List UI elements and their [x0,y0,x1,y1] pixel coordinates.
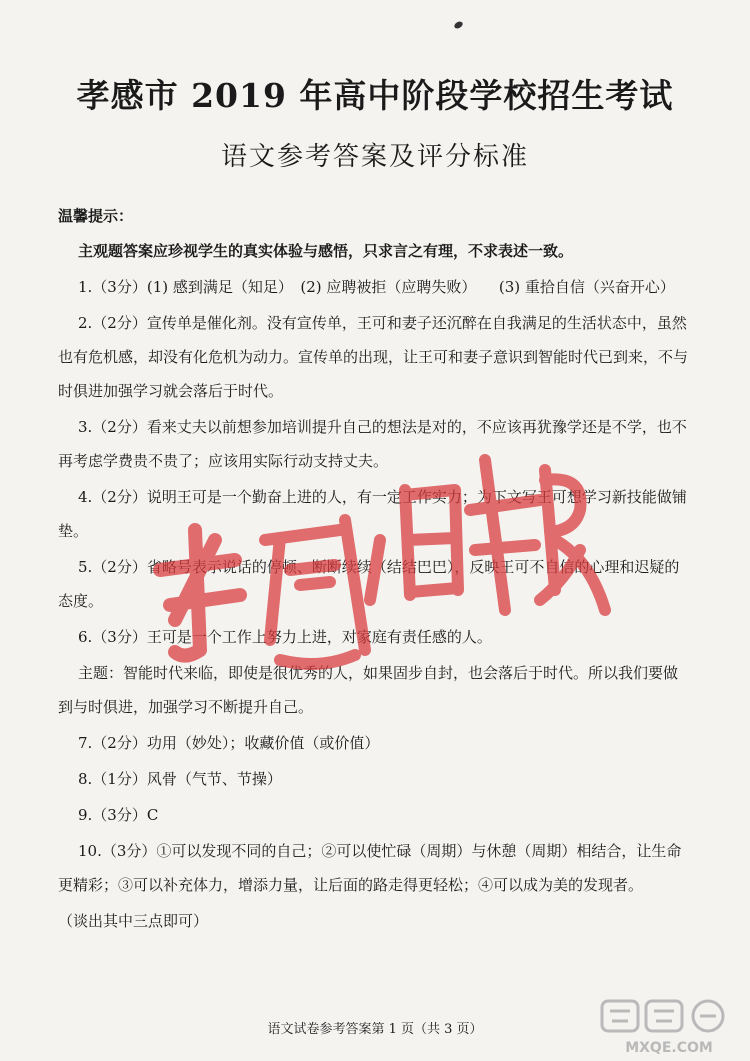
answer-item-6: 6.（3分）王可是一个工作上努力上进，对家庭有责任感的人。 [78,628,492,646]
answer-item-6-theme: 主题：智能时代来临，即使是很优秀的人，如果固步自封，也会落后于时代。所以我们要做到与时俱进，加强学习不断提升自己。 [58,664,679,716]
answer-item-8: 8.（1分）风骨（气节、节操） [78,770,282,788]
tips-note: 主观题答案应珍视学生的真实体验与感悟，只求言之有理，不求表述一致。 [78,242,574,260]
answer-item-10-note: （谈出其中三点即可） [58,912,209,930]
answer-item-5: 5.（2分）省略号表示说话的停顿、断断续续（结结巴巴），反映王可不自信的心理和迟疑的态度。 [58,558,680,610]
svg-text:MXQE.COM: MXQE.COM [625,1040,713,1056]
page-subtitle: 语文参考答案及评分标准 [220,142,529,172]
answer-item-7: 7.（2分）功用（妙处）；收藏价值（或价值） [78,734,380,752]
answer-item-1: 1.（3分）(1) 感到满足（知足） (2) 应聘被拒（应聘失败） (3) 重拾自信（兴奋开心） [78,278,675,296]
page-footer: 语文试卷参考答案第 1 页（共 3 页） [267,1022,483,1037]
ink-dot [453,20,464,30]
answer-item-2: 2.（2分）宣传单是催化剂。没有宣传单，王可和妻子还沉醉在自我满足的生活状态中，虽然也有危机感，却没有化危机为动力。宣传单的出现，让王可和妻子意识到智能时代已到来，不与时俱进加强学习就会落后于时代。 [58,314,689,400]
watermark-logo [594,997,744,1057]
answer-body [58,234,688,940]
page-title: 孝感市 2019 年高中阶段学校招生考试 [76,76,674,115]
answer-item-10: 10.（3分）①可以发现不同的自己；②可以使忙碌（周期）与休憩（周期）相结合，让生命更精彩；③可以补充体力，增添力量，让后面的路走得更轻松；④可以成为美的发现者。 [58,842,682,894]
answer-item-3: 3.（2分）看来丈夫以前想参加培训提升自己的想法是对的，不应该再犹豫学还是不学，也不再考虑学费贵不贵了；应该用实际行动支持丈夫。 [58,418,687,470]
answer-item-4: 4.（2分）说明王可是一个勤奋上进的人，有一定工作实力；为下文写王可想学习新技能做铺垫。 [58,488,687,540]
answer-item-9: 9.（3分）C [78,806,159,824]
tips-label: 温馨提示： [58,207,134,225]
